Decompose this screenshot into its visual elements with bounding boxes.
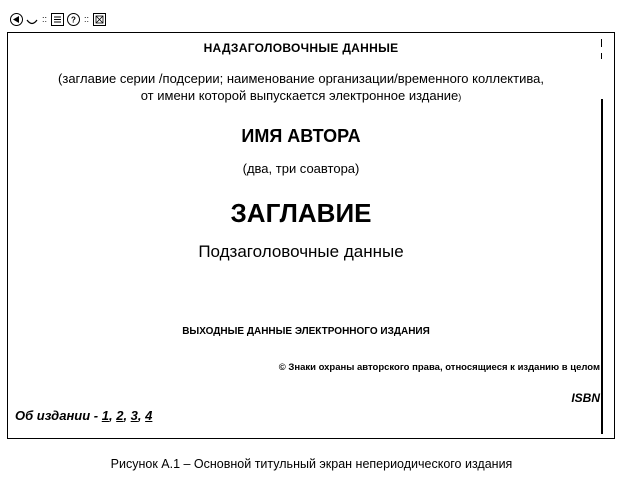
subtitle: Подзаголовочные данные bbox=[198, 242, 404, 261]
about-link-2[interactable]: 2 bbox=[116, 408, 124, 423]
about-link-4[interactable]: 4 bbox=[145, 408, 153, 423]
title-screen bbox=[7, 32, 615, 439]
menu-icon[interactable] bbox=[51, 13, 64, 26]
author-name: ИМЯ АВТОРА bbox=[241, 126, 361, 146]
series-line-1: (заглавие серии /подсерии; наименование организации/временного коллектива, bbox=[58, 71, 544, 86]
figure-caption: Рисунок А.1 – Основной титульный экран непериодического издания bbox=[110, 457, 513, 471]
scroll-up-arrow[interactable] bbox=[601, 39, 602, 47]
scroll-track[interactable] bbox=[601, 99, 603, 434]
about-link-1[interactable]: 1 bbox=[101, 408, 109, 423]
imprint-data: ВЫХОДНЫЕ ДАННЫЕ ЭЛЕКТРОННОГО ИЗДАНИЯ bbox=[182, 326, 430, 337]
contents-icon[interactable] bbox=[93, 13, 106, 26]
toolbar bbox=[10, 10, 106, 28]
scrollbar[interactable] bbox=[597, 39, 607, 434]
svg-text:?: ? bbox=[71, 15, 76, 24]
help-icon[interactable] bbox=[67, 13, 80, 26]
about-edition: Об издании - 1, 2, 3, 4 bbox=[15, 408, 153, 423]
over-title: НАДЗАГОЛОВОЧНЫЕ ДАННЫЕ bbox=[203, 41, 399, 55]
series-info bbox=[8, 70, 594, 106]
coauthors: (два, три соавтора) bbox=[242, 161, 360, 176]
back-icon[interactable] bbox=[10, 13, 23, 26]
toolbar-separator: :: bbox=[42, 13, 48, 24]
about-link-3[interactable]: 3 bbox=[130, 408, 138, 423]
copyright-notice: © Знаки охраны авторского права, относящиеся к изданию в целом bbox=[278, 362, 600, 373]
publication-title: ЗАГЛАВИЕ bbox=[230, 198, 372, 228]
about-label: Об издании - bbox=[15, 408, 102, 423]
isbn: ISBN bbox=[571, 391, 600, 405]
series-line-2: от имени которой выпускается электронное издание) bbox=[140, 88, 462, 103]
toolbar-separator: :: bbox=[84, 13, 90, 24]
undo-curve-icon[interactable] bbox=[26, 13, 38, 26]
scroll-thumb[interactable] bbox=[601, 53, 602, 59]
